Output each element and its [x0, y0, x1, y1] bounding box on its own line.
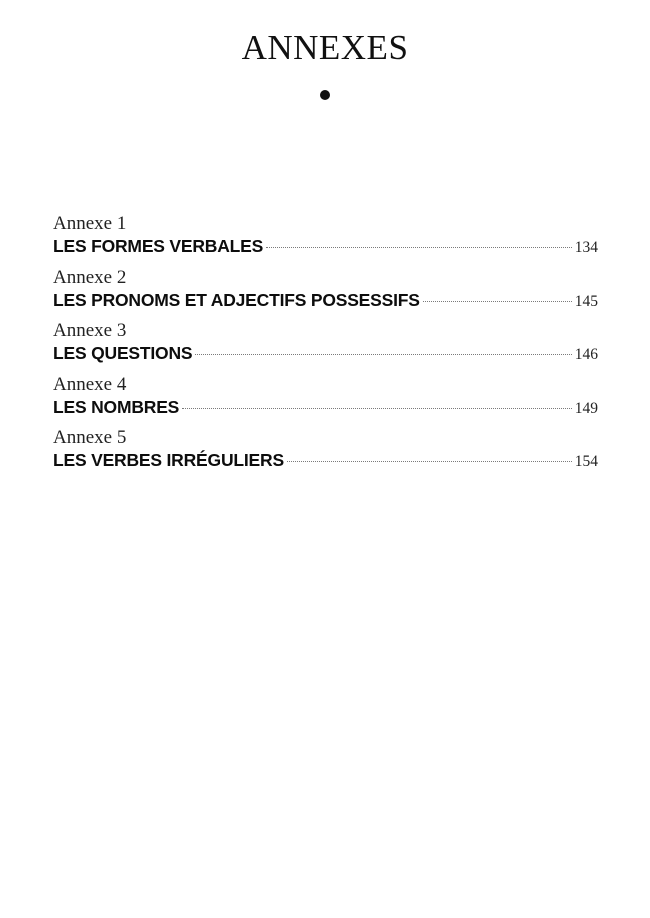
title-bullet-ornament [320, 90, 330, 100]
toc-entry[interactable] [53, 427, 598, 481]
section-title: LES PRONOMS ET ADJECTIFS POSSESSIFS [53, 289, 420, 310]
dot-leader [182, 408, 572, 409]
page-title: ANNEXES [241, 28, 409, 67]
dot-leader [287, 461, 572, 462]
annex-label: Annexe 1 [53, 213, 127, 234]
annex-label: Annexe 4 [53, 373, 127, 395]
toc-line [53, 289, 598, 313]
dot-leader [423, 301, 572, 302]
toc-entry[interactable] [53, 374, 598, 428]
toc-line [53, 342, 598, 366]
toc-line [53, 449, 598, 473]
toc-entry[interactable] [53, 267, 598, 321]
toc-entry[interactable] [53, 320, 598, 374]
section-title: LES NOMBRES [53, 396, 180, 417]
annex-label: Annexe 3 [53, 320, 127, 341]
dot-leader [266, 247, 572, 248]
page-number: 146 [574, 346, 598, 363]
section-title: LES FORMES VERBALES [53, 236, 264, 256]
section-title: LES VERBES IRRÉGULIERS [53, 450, 284, 470]
annex-label: Annexe 5 [53, 427, 127, 448]
toc-line [53, 396, 598, 420]
section-title: LES QUESTIONS [53, 343, 193, 363]
table-of-contents [53, 213, 598, 481]
page-number: 134 [574, 239, 598, 256]
page-number: 145 [574, 292, 598, 310]
page-number: 149 [574, 399, 598, 417]
toc-entry[interactable] [53, 213, 598, 267]
dot-leader [195, 354, 571, 355]
page-number: 154 [574, 453, 598, 470]
annex-label: Annexe 2 [53, 266, 127, 288]
toc-line [53, 235, 598, 259]
